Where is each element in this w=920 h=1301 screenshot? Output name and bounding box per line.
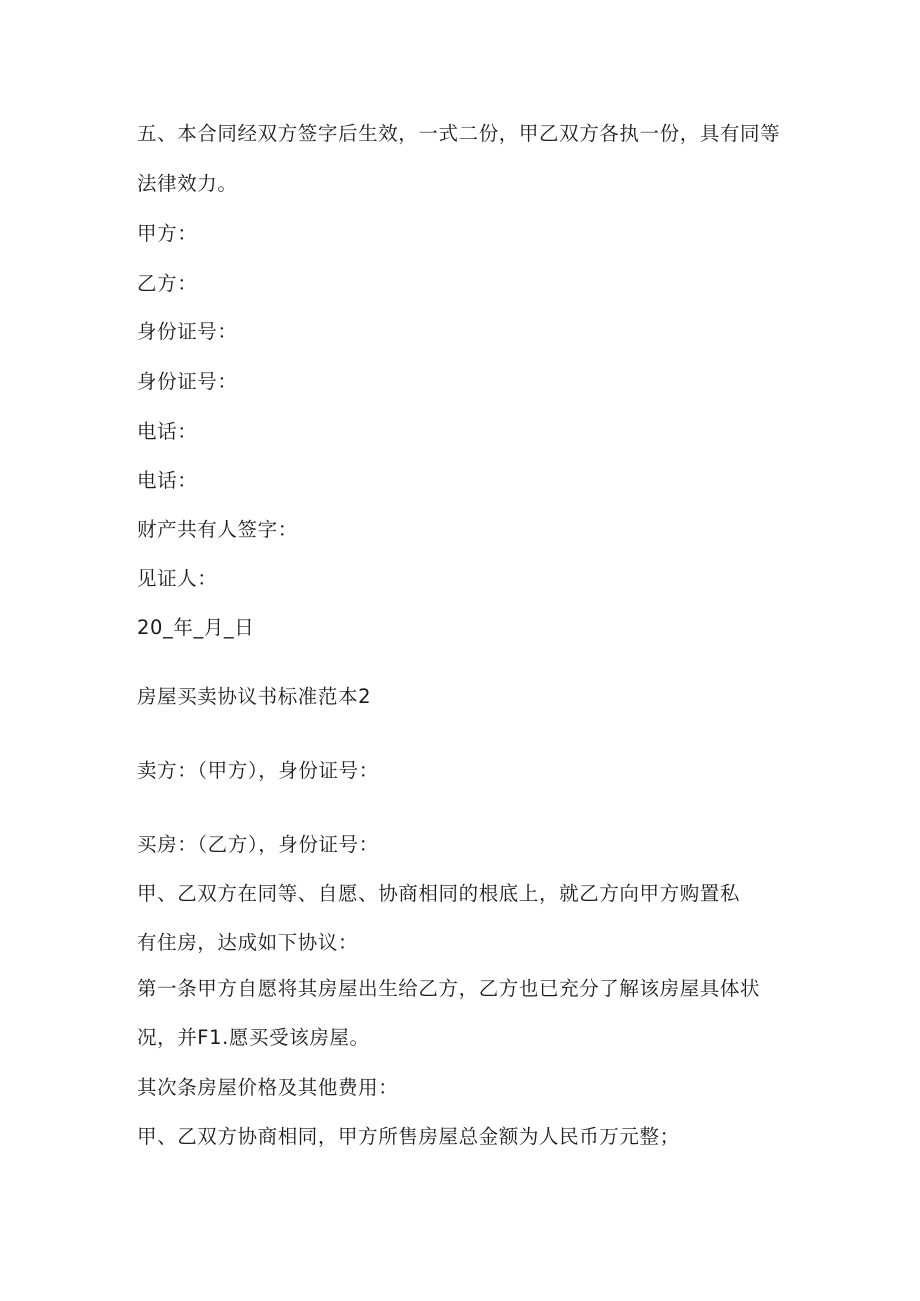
buyer-line: 买房：（乙方），身份证号： (137, 833, 379, 856)
party-a-id-label: 身份证号： (137, 320, 238, 343)
co-owner-signature-label: 财产共有人签字： (137, 518, 298, 541)
party-b-label: 乙方： (137, 272, 198, 295)
clause-five-line-2: 法律效力。 (137, 172, 238, 195)
party-b-id-label: 身份证号： (137, 370, 238, 393)
agreement-intro-line-2: 有住房，达成如下协议： (137, 931, 359, 954)
article-two-title: 其次条房屋价格及其他费用： (137, 1076, 399, 1099)
article-one-line-2: 况，并F1.愿买受该房屋。 (137, 1026, 370, 1049)
section-title: 房屋买卖协议书标准范本2 (137, 685, 372, 708)
party-b-phone-label: 电话： (137, 469, 198, 492)
article-one-line-1: 第一条甲方自愿将其房屋出生给乙方，乙方也已充分了解该房屋具体状 (137, 977, 761, 1000)
date-line: 20_年_月_日 (137, 616, 255, 639)
agreement-intro-line-1: 甲、乙双方在同等、自愿、协商相同的根底上，就乙方向甲方购置私 (137, 882, 741, 905)
clause-five-line-1: 五、本合同经双方签字后生效，一式二份，甲乙双方各执一份，具有同等 (137, 122, 781, 145)
seller-line: 卖方：（甲方），身份证号： (137, 759, 379, 782)
witness-label: 见证人： (137, 567, 218, 590)
party-a-phone-label: 电话： (137, 420, 198, 443)
party-a-label: 甲方： (137, 222, 198, 245)
article-two-line-1: 甲、乙双方协商相同，甲方所售房屋总金额为人民币万元整； (137, 1125, 680, 1148)
